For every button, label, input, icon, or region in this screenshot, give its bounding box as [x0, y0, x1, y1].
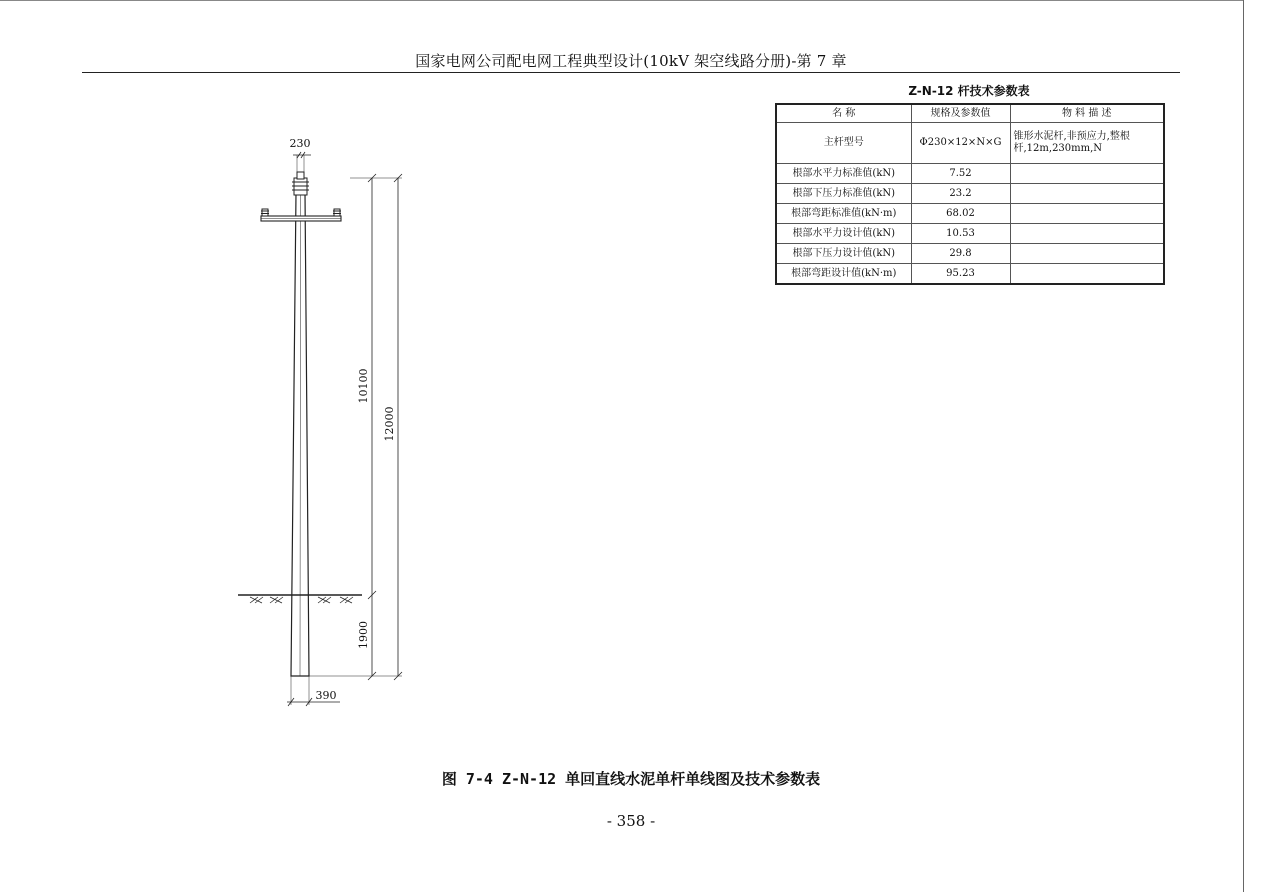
row-value: 10.53	[911, 224, 1010, 244]
top-diameter-label: 230	[289, 137, 311, 150]
row-name: 根部弯距设计值(kN·m)	[776, 264, 911, 285]
column-header-description: 物 料 描 述	[1010, 104, 1164, 123]
page-number: - 358 -	[606, 812, 656, 830]
table-title: Z-N-12 杆技术参数表	[908, 84, 1030, 98]
row-value: 68.02	[911, 204, 1010, 224]
top-diameter-dimension	[293, 152, 311, 174]
row-value: 7.52	[911, 164, 1010, 184]
row-name: 根部下压力标准值(kN)	[776, 184, 911, 204]
row-value: 23.2	[911, 184, 1010, 204]
cross-arm-insulator-right	[334, 209, 340, 216]
cross-arm-insulator-left	[262, 209, 268, 216]
bottom-diameter-label: 390	[315, 689, 337, 702]
burial-depth-label: 1900	[357, 621, 370, 649]
row-description: 锥形水泥杆,非预应力,整根杆,12m,230mm,N	[1010, 123, 1164, 164]
row-value: 29.8	[911, 244, 1010, 264]
figure-caption: 图 7-4 Z-N-12 单回直线水泥单杆单线图及技术参数表	[441, 770, 821, 788]
row-name: 根部下压力设计值(kN)	[776, 244, 911, 264]
header-title: 国家电网公司配电网工程典型设计(10kV 架空线路分册)-第 7 章	[415, 52, 847, 70]
row-name: 根部水平力设计值(kN)	[776, 224, 911, 244]
column-header-name: 名 称	[776, 104, 911, 123]
row-name: 根部水平力标准值(kN)	[776, 164, 911, 184]
row-value: Φ230×12×N×G	[911, 123, 1010, 164]
total-length-label: 12000	[383, 406, 396, 442]
column-header-value: 规格及参数值	[911, 104, 1010, 123]
row-value: 95.23	[911, 264, 1010, 285]
above-ground-length-label: 10100	[357, 368, 370, 404]
row-name: 根部弯距标准值(kN·m)	[776, 204, 911, 224]
row-name: 主杆型号	[776, 123, 911, 164]
